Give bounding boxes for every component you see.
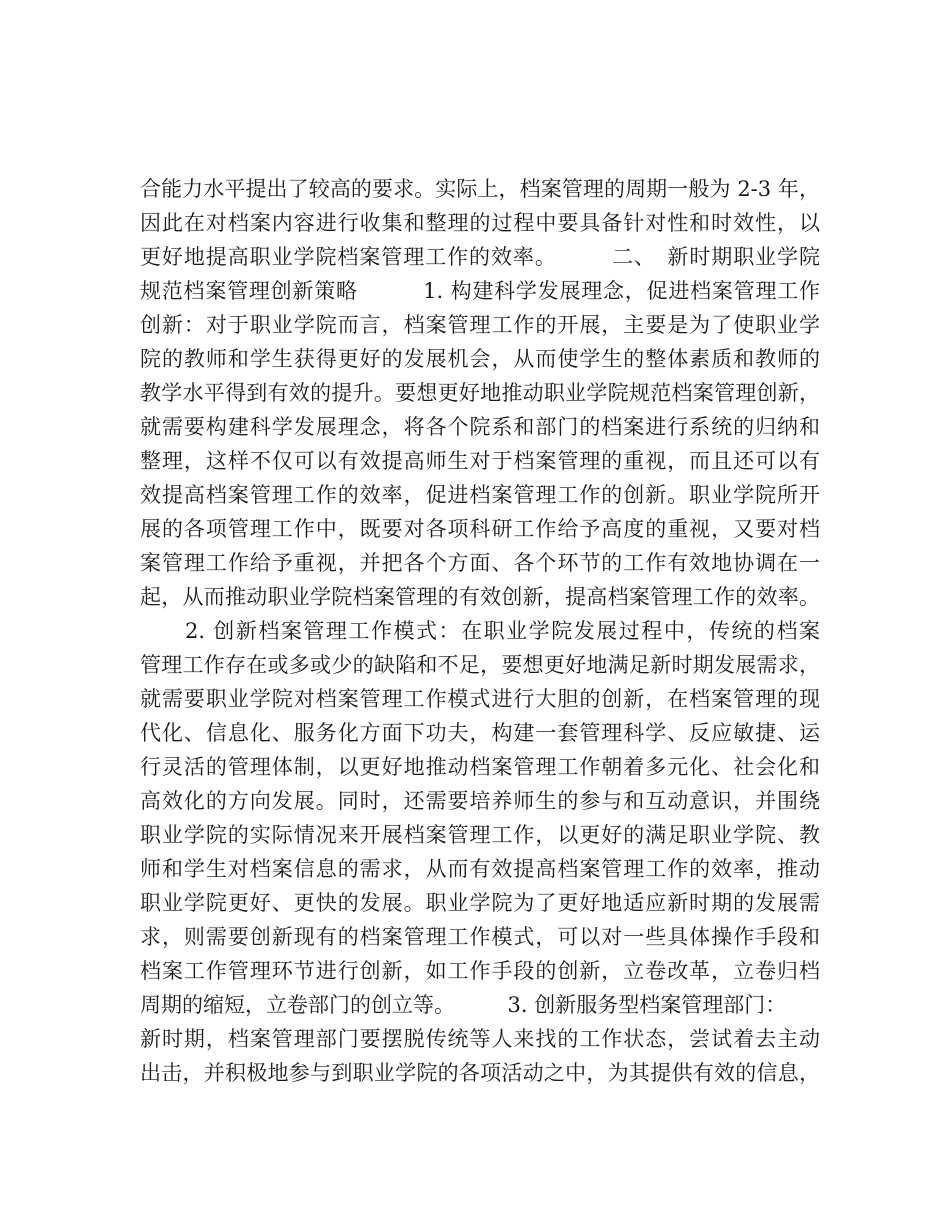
text-line: 教学水平得到有效的提升。要想更好地推动职业学院规范档案管理创新， (140, 381, 820, 405)
text-line: 2. 创新档案管理工作模式：在职业学院发展过程中，传统的档案 (140, 619, 820, 643)
text-line: 代化、信息化、服务化方面下功夫，构建一套管理科学、反应敏捷、运 (140, 721, 820, 745)
text-line: 高效化的方向发展。同时，还需要培养师生的参与和互动意识，并围绕 (140, 789, 820, 813)
text-line: 就需要职业学院对档案管理工作模式进行大胆的创新，在档案管理的现 (140, 687, 820, 711)
text-line: 行灵活的管理体制，以更好地推动档案管理工作朝着多元化、社会化和 (140, 755, 820, 779)
text-line: 更好地提高职业学院档案管理工作的效率。 二、 新时期职业学院 (140, 245, 820, 269)
text-line: 职业学院的实际情况来开展档案管理工作，以更好的满足职业学院、教 (140, 823, 820, 847)
document-body (140, 172, 820, 1090)
text-line: 展的各项管理工作中，既要对各项科研工作给予高度的重视，又要对档 (140, 517, 820, 541)
text-line: 师和学生对档案信息的需求，从而有效提高档案管理工作的效率，推动 (140, 857, 820, 881)
text-line: 规范档案管理创新策略 1. 构建科学发展理念，促进档案管理工作 (140, 279, 820, 303)
text-line: 新时期，档案管理部门要摆脱传统等人来找的工作状态，尝试着去主动 (140, 1027, 820, 1051)
text-line: 创新：对于职业学院而言，档案管理工作的开展，主要是为了使职业学 (140, 313, 820, 337)
text-line: 档案工作管理环节进行创新，如工作手段的创新，立卷改革，立卷归档 (140, 959, 820, 983)
text-line: 合能力水平提出了较高的要求。实际上，档案管理的周期一般为 2-3 年， (140, 177, 820, 201)
text-line: 职业学院更好、更快的发展。职业学院为了更好地适应新时期的发展需 (140, 891, 820, 915)
text-line: 起，从而推动职业学院档案管理的有效创新，提高档案管理工作的效率。 (140, 585, 820, 609)
text-line: 整理，这样不仅可以有效提高师生对于档案管理的重视，而且还可以有 (140, 449, 820, 473)
text-line: 院的教师和学生获得更好的发展机会，从而使学生的整体素质和教师的 (140, 347, 820, 371)
text-line: 周期的缩短，立卷部门的创立等。 3. 创新服务型档案管理部门： (140, 993, 787, 1017)
text-line: 就需要构建科学发展理念，将各个院系和部门的档案进行系统的归纳和 (140, 415, 820, 439)
text-line: 因此在对档案内容进行收集和整理的过程中要具备针对性和时效性，以 (140, 211, 820, 235)
text-line: 求，则需要创新现有的档案管理工作模式，可以对一些具体操作手段和 (140, 925, 820, 949)
text-line: 案管理工作给予重视，并把各个方面、各个环节的工作有效地协调在一 (140, 551, 820, 575)
text-line: 出击，并积极地参与到职业学院的各项活动之中，为其提供有效的信息， (140, 1061, 820, 1085)
text-line: 管理工作存在或多或少的缺陷和不足，要想更好地满足新时期发展需求， (140, 653, 820, 677)
text-line: 效提高档案管理工作的效率，促进档案管理工作的创新。职业学院所开 (140, 483, 820, 507)
